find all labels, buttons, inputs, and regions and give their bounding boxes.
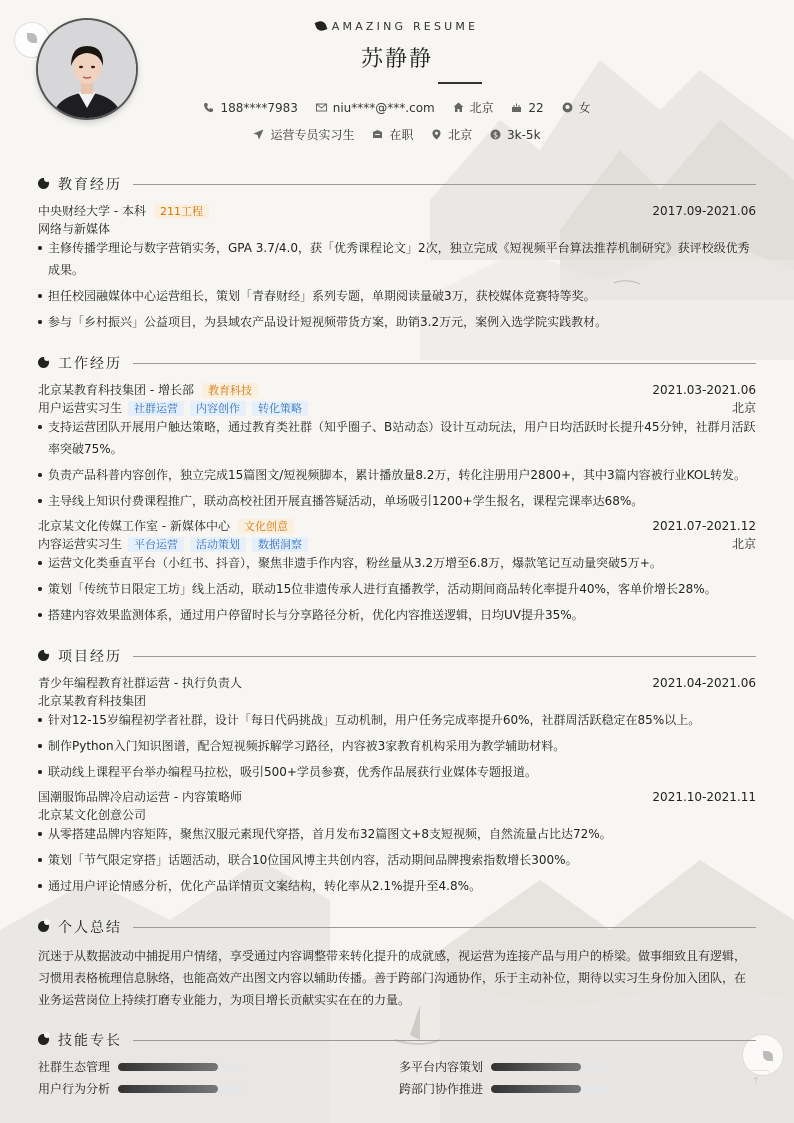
status-icon: [372, 129, 383, 140]
info-email: [316, 101, 435, 115]
skill-bar: [118, 1063, 246, 1071]
divider: [438, 82, 482, 84]
info-age: [511, 101, 543, 115]
job-intent-row: [0, 126, 794, 143]
summary-text: 沉迷于从数据波动中捕捉用户情绪，享受通过内容调整带来转化提升的成就感，视运营为连接产品与用户的桥梁。做事细致且有逻辑，习惯用表格梳理信息脉络，也能高效产出图文内容以辅助传播。善于跨部门沟通协作，乐于主动补位，期待以实习生身份加入团队，在业务运营岗位上持续打磨专业能力，为项目增长贡献实实在在的力量。: [38, 949, 747, 1007]
skill-item: [38, 1081, 248, 1097]
skill-tag: 内容创作: [190, 401, 246, 416]
work-city: 北京: [731, 401, 756, 415]
skill-item: [399, 1059, 619, 1075]
section-divider: [133, 184, 756, 185]
skill-bar: [118, 1085, 246, 1093]
work-bullet: 运营文化类垂直平台（小红书、抖音），聚焦非遗手作内容，粉丝量从3.2万增至6.8万，爆款笔记互动量突破5万+。: [38, 552, 756, 574]
edu-bullet: 担任校园融媒体中心运营组长，策划「青春财经」系列专题，单期阅读量破3万，获校媒体竞赛特等奖。: [38, 285, 756, 307]
section-dot-icon: [38, 178, 49, 189]
company-name: 北京某教育科技集团 - 增长部: [38, 383, 194, 397]
info-phone: [203, 101, 297, 115]
gender-text: 女: [578, 101, 591, 115]
tagline: [0, 20, 794, 33]
section-title: 项目经历: [58, 649, 122, 665]
company-tag: 文化创意: [238, 519, 294, 534]
info-salary: [490, 128, 541, 142]
contact-info-row: [0, 99, 794, 116]
section-summary: [38, 917, 756, 937]
skill-bar-fill: [491, 1063, 581, 1071]
section-divider: [133, 656, 756, 657]
project-bullet: 针对12-15岁编程初学者社群，设计「每日代码挑战」互动机制，用户任务完成率提升60%，社群周活跃稳定在85%以上。: [38, 709, 756, 731]
skill-tag: 平台运营: [128, 537, 184, 552]
section-dot-icon: [38, 650, 49, 661]
skill-bar-fill: [491, 1085, 581, 1093]
company-name: 北京某文化传媒工作室 - 新媒体中心: [38, 519, 230, 533]
work-bullet: 负责产品科普内容创作，独立完成15篇图文/短视频脚本，累计播放量8.2万，转化注册用户2800+，其中3篇内容被行业KOL转发。: [38, 464, 756, 486]
skill-label: 社群生态管理: [38, 1060, 111, 1074]
salary-text: 3k-5k: [507, 128, 541, 142]
skill-label: 跨部门协作推进: [399, 1082, 484, 1096]
project-org: 北京某文化创意公司: [38, 808, 147, 822]
work-role-row: [38, 536, 756, 552]
skill-tag: 活动策划: [190, 537, 246, 552]
project-bullet: 策划「节气限定穿搭」话题活动，联合10位国风博主共创内容，活动期间品牌搜索指数增长300%。: [38, 849, 756, 871]
info-status: [372, 126, 413, 143]
home-icon: [453, 102, 464, 113]
project-date: 2021.10-2021.11: [652, 790, 756, 804]
skill-label: 多平台内容策划: [399, 1060, 484, 1074]
edu-school-row: [38, 203, 756, 219]
leaf-icon: [314, 20, 327, 33]
project-bullet: 联动线上课程平台举办编程马拉松，吸引500+学员参赛，优秀作品展获行业媒体专题报道。: [38, 761, 756, 783]
project-bullet: 通过用户评论情感分析，优化产品详情页文案结构，转化率从2.1%提升至4.8%。: [38, 875, 756, 897]
project-org: 北京某教育科技集团: [38, 694, 147, 708]
project-date: 2021.04-2021.06: [652, 676, 756, 690]
role-name: 用户运营实习生: [38, 401, 123, 415]
skill-bar-fill: [118, 1063, 218, 1071]
section-project: [38, 646, 756, 666]
skill-tag: 转化策略: [252, 401, 308, 416]
tagline-text: AMAZING RESUME: [331, 20, 479, 33]
city-text: 北京: [469, 101, 494, 115]
back-to-top-icon[interactable]: ↑: [742, 1070, 770, 1096]
svg-text:$: $: [492, 130, 499, 140]
section-title: 教育经历: [58, 177, 122, 193]
skill-bar: [491, 1063, 619, 1071]
project-title-row: [38, 789, 756, 805]
skill-item: [399, 1081, 619, 1097]
edu-bullet: 参与「乡村振兴」公益项目，为县域农产品设计短视频带货方案，助销3.2万元，案例入选学院实践教材。: [38, 311, 756, 333]
project-bullet: 制作Python入门知识图谱，配合短视频拆解学习路径，内容被3家教育机构采用为教学辅助材料。: [38, 735, 756, 757]
work-role-row: [38, 400, 756, 416]
age-text: 22: [528, 101, 544, 115]
cake-icon: [511, 102, 522, 113]
work-bullet: 主导线上知识付费课程推广，联动高校社团开展直播答疑活动，单场吸引1200+学生报名，课程完课率达68%。: [38, 490, 756, 512]
work-bullet: 策划「传统节日限定工坊」线上活动，联动15位非遗传承人进行直播教学，活动期间商品转化率提升40%，客单价增长28%。: [38, 578, 756, 600]
role-name: 内容运营实习生: [38, 537, 123, 551]
school-name: 中央财经大学 - 本科: [38, 204, 146, 218]
skill-tag: 社群运营: [128, 401, 184, 416]
section-title: 个人总结: [58, 920, 122, 936]
project-title-row: [38, 675, 756, 691]
info-location: [431, 126, 472, 143]
company-tag: 教育科技: [202, 383, 258, 398]
location-pin-icon: [431, 129, 442, 140]
candidate-name: 苏静静: [360, 47, 433, 72]
skill-bar: [491, 1085, 619, 1093]
info-position: [253, 126, 354, 143]
work-date: 2021.03-2021.06: [652, 383, 756, 397]
school-tag: 211工程: [154, 204, 209, 219]
skill-label: 用户行为分析: [38, 1082, 111, 1096]
section-divider: [133, 363, 756, 364]
section-dot-icon: [38, 357, 49, 368]
section-work: [38, 353, 756, 373]
work-bullet: 支持运营团队开展用户触达策略，通过教育类社群（知乎圈子、B站动态）设计互动玩法，用户日均活跃时长提升45分钟，社群月活跃率突破75%。: [38, 416, 756, 460]
section-title: 工作经历: [58, 356, 122, 372]
edu-date: 2017.09-2021.06: [652, 204, 756, 218]
project-bullet: 从零搭建品牌内容矩阵，聚焦汉服元素现代穿搭，首月发布32篇图文+8支短视频，自然流量占比达72%。: [38, 823, 756, 845]
email-text: niu****@***.com: [332, 101, 435, 115]
project-title: 青少年编程教育社群运营 - 执行负责人: [38, 676, 242, 690]
work-bullet: 搭建内容效果监测体系，通过用户停留时长与分享路径分析，优化内容推送逻辑，日均UV提升35%。: [38, 604, 756, 626]
info-city: [453, 99, 494, 116]
section-education: [38, 174, 756, 194]
phone-text: 188****7983: [220, 101, 298, 115]
work-company-row: [38, 382, 756, 398]
info-gender: [562, 99, 591, 116]
section-dot-icon: [38, 1034, 49, 1045]
skill-tag: 数据洞察: [252, 537, 308, 552]
section-dot-icon: [38, 921, 49, 932]
position-text: 运营专员实习生: [270, 128, 355, 142]
section-divider: [133, 1040, 756, 1041]
work-company-row: [38, 518, 756, 534]
project-title: 国潮服饰品牌冷启动运营 - 内容策略师: [38, 790, 242, 804]
status-text: 在职: [389, 128, 414, 142]
section-divider: [133, 927, 756, 928]
phone-icon: [203, 102, 214, 113]
work-date: 2021.07-2021.12: [652, 519, 756, 533]
edu-major: 网络与新媒体: [38, 222, 111, 236]
work-city: 北京: [731, 537, 756, 551]
money-icon: [490, 129, 501, 140]
edu-bullet: 主修传播学理论与数字营销实务，GPA 3.7/4.0，获「优秀课程论文」2次，独立完成《短视频平台算法推荐机制研究》获评校级优秀成果。: [38, 237, 756, 281]
skill-bar-fill: [118, 1085, 218, 1093]
section-skills: [38, 1030, 756, 1050]
skill-item: [38, 1059, 248, 1075]
gender-icon: [562, 102, 573, 113]
mail-icon: [316, 102, 327, 113]
section-title: 技能专长: [58, 1033, 122, 1049]
location-text: 北京: [448, 128, 473, 142]
send-icon: [253, 129, 264, 140]
